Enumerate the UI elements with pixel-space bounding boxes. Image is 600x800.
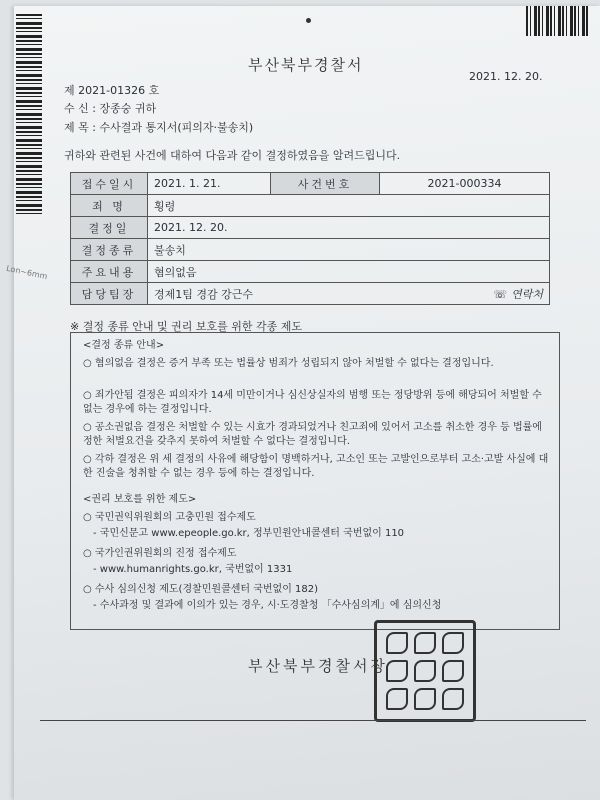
guide-item: ○ 각하 결정은 위 세 결정의 사유에 해당함이 명백하거나, 고소인 또는 고발인으로부터 고소·고발 사실에 대한 진술을 청취할 수 없는 경우 등에 하는 결정입니다. <box>83 454 549 479</box>
table-row <box>71 195 550 217</box>
decision-type-value: 불송치 <box>148 239 550 261</box>
officer-value: 경제1팀 경감 강근수 <box>154 287 253 301</box>
seal-glyphs <box>383 629 467 713</box>
charge-value: 횡령 <box>148 195 550 217</box>
margin-note: Lon~6mm <box>5 263 49 282</box>
guide-item: ○ 죄가안됨 결정은 피의자가 14세 미만이거나 심신상실자의 범행 또는 정당방위 등에 해당되어 처벌할 수 없는 경우에 하는 결정입니다. <box>83 390 542 415</box>
case-no-value: 2021-000334 <box>380 173 550 195</box>
charge-label: 죄 명 <box>71 195 148 217</box>
subject: 제 목 : 수사결과 통지서(피의자·불송치) <box>64 121 254 134</box>
rights-item-title: ○ 수사 심의신청 제도(경찰민원콜센터 국번없이 182) <box>83 584 319 595</box>
guide-item: ○ 혐의없음 결정은 증거 부족 또는 법률상 범죄가 성립되지 않아 처벌할 수 없다는 결정입니다. <box>83 358 494 369</box>
document-number: 제 2021-01326 호 <box>64 84 160 97</box>
document-date: 2021. 12. 20. <box>469 70 543 83</box>
received-value: 2021. 1. 21. <box>148 173 271 195</box>
contact <box>493 286 543 302</box>
rights-item-detail: - 수사과정 및 결과에 이의가 있는 경우, 시·도경찰청 「수사심의계」에 심의신청 <box>93 600 442 611</box>
main-content-label: 주요내용 <box>71 261 148 283</box>
rights-item-detail: - www.humanrights.go.kr, 국번없이 1331 <box>93 564 293 575</box>
officer-label: 담당팀장 <box>71 283 148 305</box>
table-row <box>71 283 550 305</box>
footer-agency: 부산북부경찰서장 <box>248 657 388 675</box>
barcode-left <box>16 14 42 214</box>
received-label: 접수일시 <box>71 173 148 195</box>
officer-cell <box>148 283 550 305</box>
table-row <box>71 173 550 195</box>
decision-date-label: 결정일 <box>71 217 148 239</box>
rights-item-title: ○ 국민권익위원회의 고충민원 접수제도 <box>83 512 256 523</box>
table-row <box>71 217 550 239</box>
contact-label: 연락처 <box>511 287 543 301</box>
main-content-value: 혐의없음 <box>148 261 550 283</box>
bottom-rule <box>40 720 586 721</box>
decision-date-value: 2021. 12. 20. <box>148 217 550 239</box>
intro-text: 귀하와 관련된 사건에 대하여 다음과 같이 결정하였음을 알려드립니다. <box>64 149 401 162</box>
official-seal-stamp <box>374 620 476 722</box>
table-row <box>71 239 550 261</box>
guide-heading: <결정 종류 안내> <box>83 340 165 351</box>
guide-box <box>70 332 560 630</box>
barcode-top <box>526 6 590 36</box>
rights-heading: <권리 보호를 위한 제도> <box>83 494 197 505</box>
section-title: ※ 결정 종류 안내 및 권리 보호를 위한 각종 제도 <box>70 320 302 333</box>
rights-item-title: ○ 국가인권위원회의 진정 접수제도 <box>83 548 237 559</box>
agency-title: 부산북부경찰서 <box>248 56 364 74</box>
phone-icon: ☏ <box>493 287 508 301</box>
case-no-label: 사건번호 <box>271 173 380 195</box>
table-row <box>71 261 550 283</box>
punch-dot <box>306 18 311 23</box>
rights-item-detail: - 국민신문고 www.epeople.go.kr, 정부민원안내콜센터 국번없이 110 <box>93 528 405 539</box>
decision-type-label: 결정종류 <box>71 239 148 261</box>
guide-item: ○ 공소권없음 결정은 처벌할 수 있는 시효가 경과되었거나 친고죄에 있어서 고소를 취소한 경우 등 법률에 정한 처벌요건을 갖추지 못하여 처벌할 수 없다는 결정입니다. <box>83 422 542 447</box>
recipient: 수 신 : 장종숭 귀하 <box>64 102 157 115</box>
case-info-table <box>70 172 550 305</box>
